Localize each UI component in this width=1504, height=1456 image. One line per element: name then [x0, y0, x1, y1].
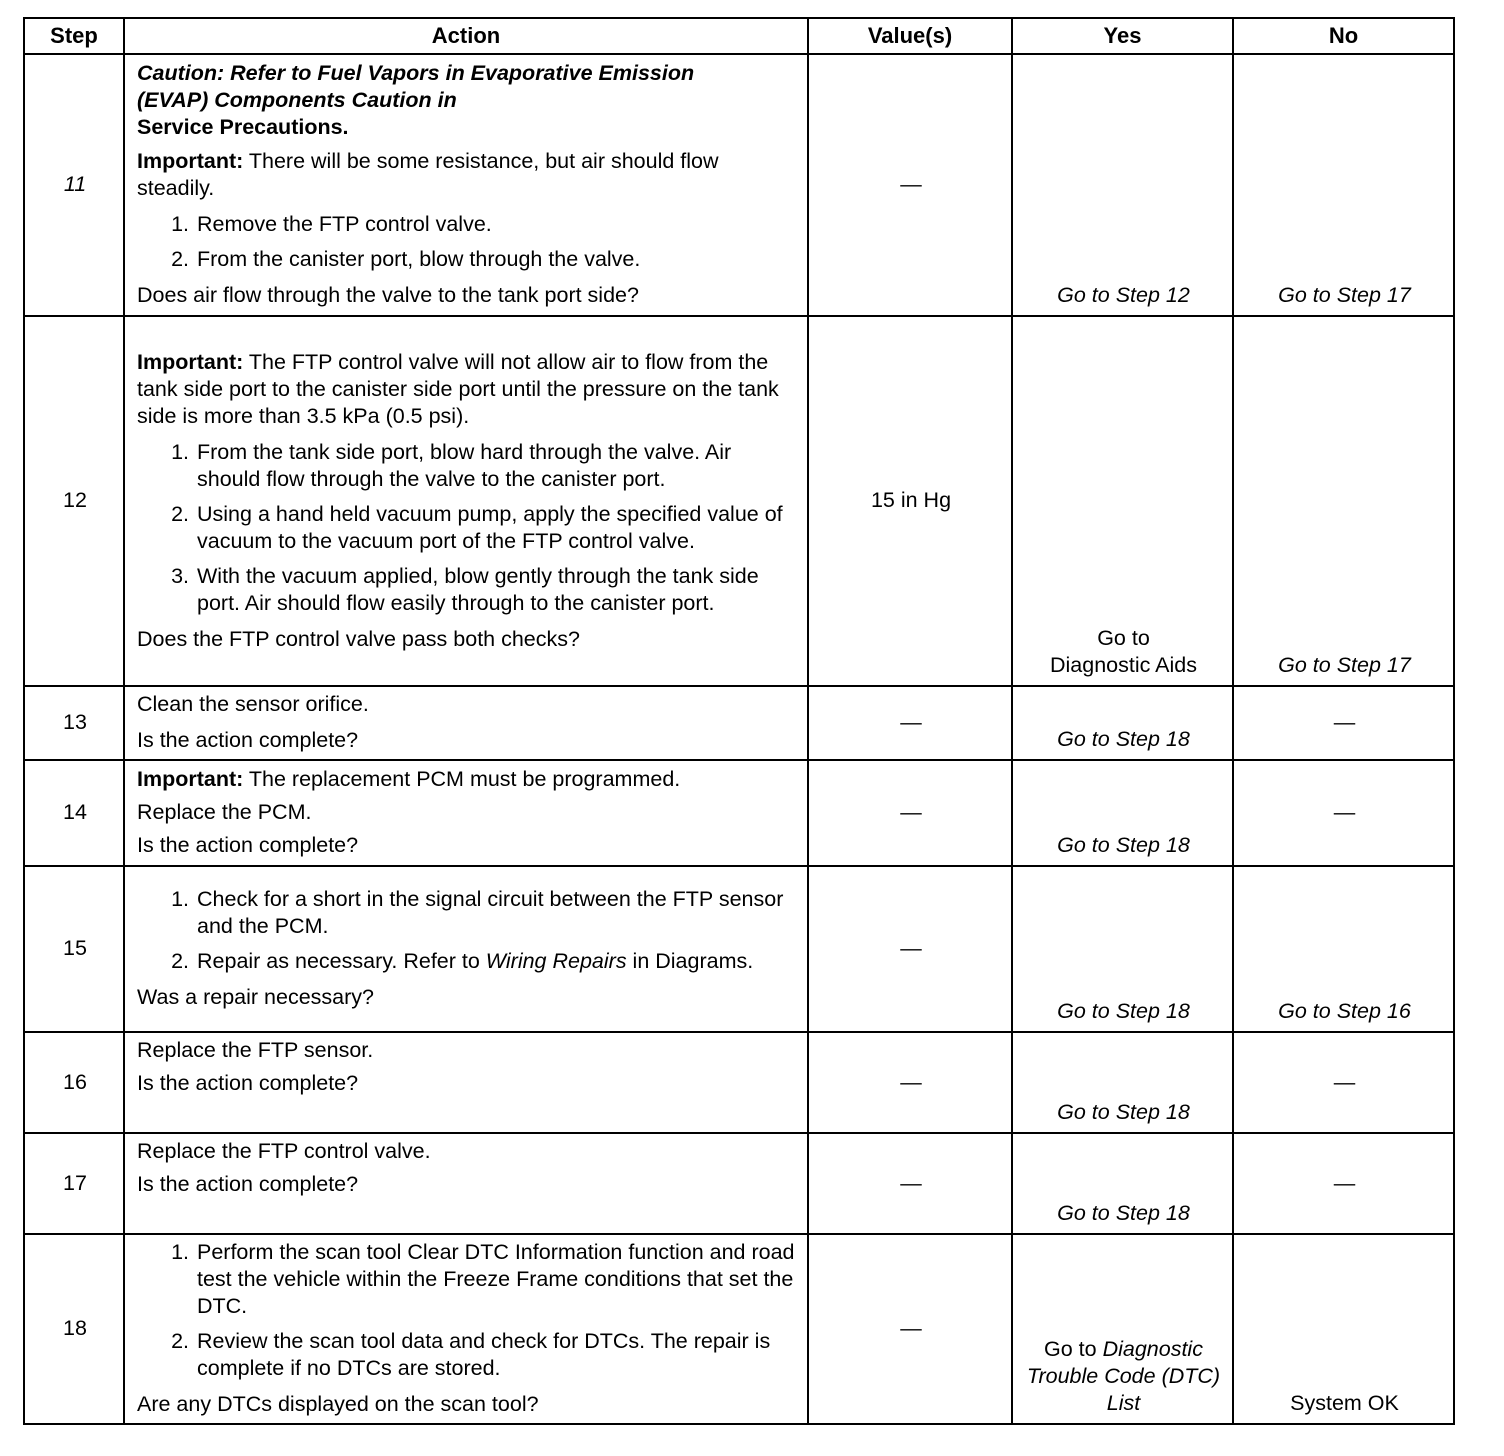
action-cell — [124, 1032, 808, 1133]
list-item — [195, 948, 757, 975]
step-number: 18 — [24, 1234, 124, 1424]
yes-link[interactable]: Go to Step 18 — [1012, 1032, 1233, 1133]
step-number: 16 — [24, 1032, 124, 1133]
action-cell — [124, 686, 808, 760]
table-row — [24, 316, 1454, 686]
value-cell: — — [808, 1234, 1012, 1424]
action-text: Clean the sensor orifice. — [137, 692, 369, 716]
question: Is the action complete? — [137, 1071, 359, 1095]
no-link[interactable]: Go to Step 17 — [1233, 316, 1454, 686]
step-number: 13 — [24, 686, 124, 760]
important-label: Important: — [137, 349, 244, 374]
question: Does air flow through the valve to the tank port side? — [137, 283, 639, 307]
yes-link[interactable]: Go to Step 18 — [1012, 866, 1233, 1032]
dtc-list-link[interactable]: Diagnostic Trouble Code (DTC) List — [1026, 1337, 1221, 1415]
step-number: 15 — [24, 866, 124, 1032]
table-row — [24, 1133, 1454, 1234]
no-link[interactable]: Go to Step 16 — [1233, 866, 1454, 1032]
question: Does the FTP control valve pass both checks? — [137, 626, 580, 651]
wiring-repairs-link[interactable]: Wiring Repairs — [485, 949, 627, 973]
step-number: 14 — [24, 760, 124, 866]
value-cell: — — [808, 760, 1012, 866]
value-cell: — — [808, 686, 1012, 760]
table-row — [24, 1234, 1454, 1424]
list-item-text: Repair as necessary. Refer to — [197, 949, 486, 973]
caution-reference: Service Precautions. — [137, 115, 349, 139]
important-text: There will be some resistance, but air should flow steadily. — [137, 149, 719, 200]
action-text: Replace the PCM. — [137, 800, 312, 824]
header-yes: Yes — [1012, 18, 1233, 54]
yes-link-line1: Go to — [1097, 626, 1150, 650]
caution-text: Caution: Refer to Fuel Vapors in Evaporative Emission (EVAP) Components Caution in — [137, 61, 695, 112]
no-cell: — — [1233, 1032, 1454, 1133]
yes-link-line2: Diagnostic Aids — [1050, 653, 1197, 677]
action-cell — [124, 1234, 808, 1424]
question: Is the action complete? — [137, 728, 359, 752]
yes-link[interactable] — [1012, 316, 1233, 686]
table-row — [24, 686, 1454, 760]
table-row — [24, 54, 1454, 316]
yes-link-prefix: Go to — [1044, 1337, 1103, 1361]
table-row — [24, 866, 1454, 1032]
yes-link[interactable]: Go to Step 12 — [1012, 54, 1233, 316]
no-result: System OK — [1233, 1234, 1454, 1424]
important-text: The FTP control valve will not allow air to flow from the tank side port to the canister side port until the pressure on the tank side is more than 3.5 kPa (0.5 psi). — [137, 349, 779, 428]
value-cell: — — [808, 1032, 1012, 1133]
no-cell: — — [1233, 1133, 1454, 1234]
list-item: 1. Check for a short in the signal circuit between the FTP sensor and the PCM. — [195, 886, 797, 940]
step-number: 12 — [24, 316, 124, 686]
question: Was a repair necessary? — [137, 985, 374, 1009]
action-text: Replace the FTP control valve. — [137, 1139, 431, 1163]
list-item: 2. Using a hand held vacuum pump, apply the specified value of vacuum to the vacuum port of the FTP control valve. — [195, 501, 797, 555]
list-item-text: in Diagrams. — [626, 949, 754, 973]
no-cell: — — [1233, 760, 1454, 866]
action-cell — [124, 1133, 808, 1234]
yes-link[interactable]: Go to Step 18 — [1012, 686, 1233, 760]
list-item: 2. From the canister port, blow through the valve. — [195, 246, 797, 273]
step-number: 11 — [24, 54, 124, 316]
value-cell: — — [808, 866, 1012, 1032]
important-text: The replacement PCM must be programmed. — [243, 767, 681, 791]
list-item: 2. Review the scan tool data and check for DTCs. The repair is complete if no DTCs are stored. — [195, 1328, 797, 1382]
important-label: Important: — [137, 149, 244, 173]
header-no: No — [1233, 18, 1454, 54]
step-number: 17 — [24, 1133, 124, 1234]
important-label: Important: — [137, 767, 244, 791]
value-cell: — — [808, 54, 1012, 316]
no-link[interactable]: Go to Step 17 — [1233, 54, 1454, 316]
action-cell — [124, 54, 808, 316]
question: Are any DTCs displayed on the scan tool? — [137, 1392, 539, 1416]
yes-link[interactable]: Go to Step 18 — [1012, 1133, 1233, 1234]
value-cell: 15 in Hg — [808, 316, 1012, 686]
action-cell — [124, 316, 808, 686]
value-cell: — — [808, 1133, 1012, 1234]
list-item: 1. Perform the scan tool Clear DTC Information function and road test the vehicle within the Freeze Frame conditions that set the DTC. — [195, 1239, 797, 1320]
header-row — [24, 18, 1454, 54]
diagnostic-table — [23, 17, 1455, 1425]
action-cell — [124, 866, 808, 1032]
list-item: 1. Remove the FTP control valve. — [195, 211, 797, 238]
no-cell: — — [1233, 686, 1454, 760]
yes-link[interactable] — [1012, 1234, 1233, 1424]
list-item: 1. From the tank side port, blow hard through the valve. Air should flow through the valve to the canister port. — [195, 439, 797, 493]
table-row — [24, 1032, 1454, 1133]
list-item: 3. With the vacuum applied, blow gently through the tank side port. Air should flow easily through to the canister port. — [195, 563, 797, 617]
action-text: Replace the FTP sensor. — [137, 1038, 374, 1062]
action-cell — [124, 760, 808, 866]
header-values: Value(s) — [808, 18, 1012, 54]
question: Is the action complete? — [137, 833, 359, 857]
question: Is the action complete? — [137, 1172, 359, 1196]
table-row — [24, 760, 1454, 866]
yes-link[interactable]: Go to Step 18 — [1012, 760, 1233, 866]
header-step: Step — [24, 18, 124, 54]
header-action: Action — [124, 18, 808, 54]
